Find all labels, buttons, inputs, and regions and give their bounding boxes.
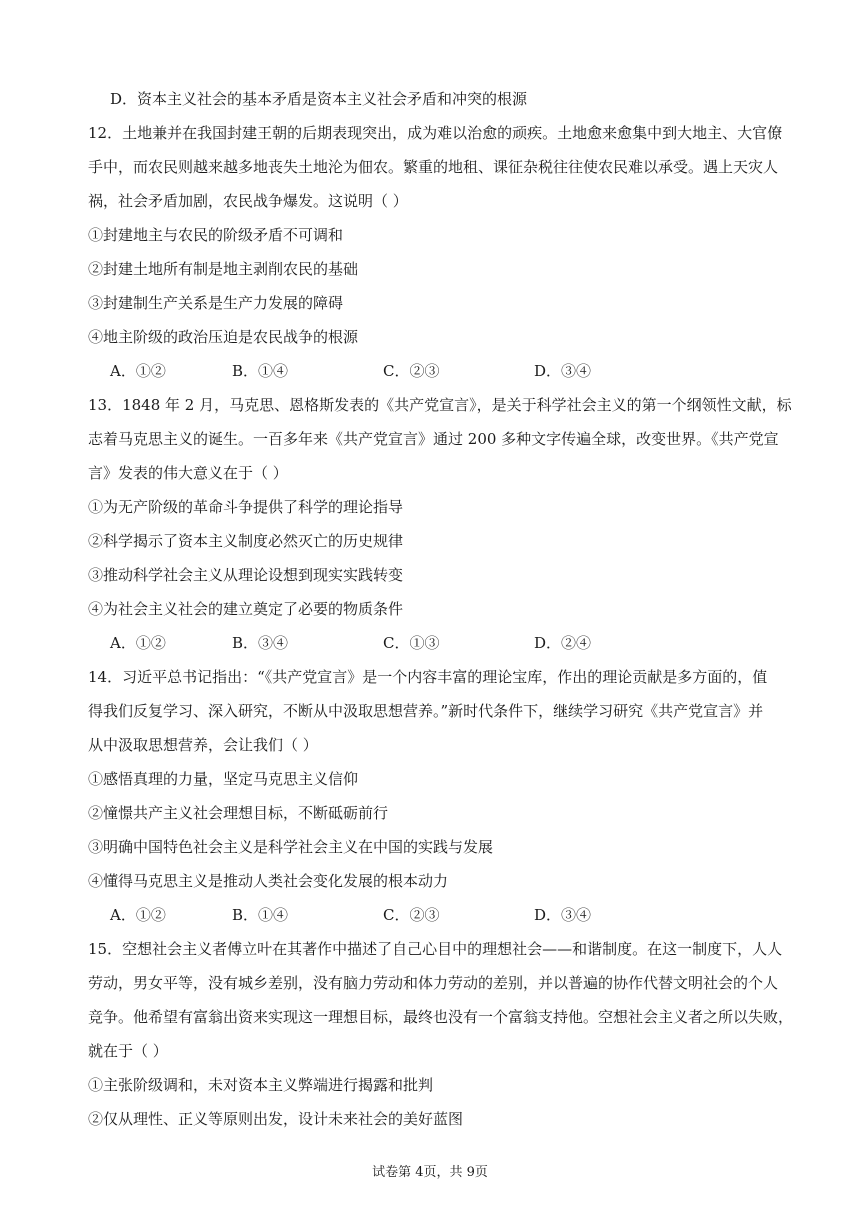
- q14-option-a[interactable]: A．①②: [110, 906, 166, 924]
- q15-statement: ②仅从理性、正义等原则出发，设计未来社会的美好蓝图: [88, 1110, 464, 1128]
- q14-statement: ②憧憬共产主义社会理想目标，不断砥砺前行: [88, 804, 389, 822]
- q14-statement: ④懂得马克思主义是推动人类社会变化发展的根本动力: [88, 872, 449, 890]
- q12-statement: ④地主阶级的政治压迫是农民战争的根源: [88, 328, 359, 346]
- q15-stem-line: 竞争。他希望有富翁出资来实现这一理想目标，最终也没有一个富翁支持他。空想社会主义者之所以失败，: [88, 1008, 794, 1026]
- page-footer: 试卷第 4页，共 9页: [372, 1165, 488, 1180]
- q15-statement: ①主张阶级调和，未对资本主义弊端进行揭露和批判: [88, 1076, 434, 1094]
- q14-statement: ③明确中国特色社会主义是科学社会主义在中国的实践与发展: [88, 838, 494, 856]
- q15-stem-line: 15．空想社会主义者傅立叶在其著作中描述了自己心目中的理想社会——和谐制度。在这一制度下，人人: [88, 940, 783, 958]
- q14-option-c[interactable]: C．②③: [383, 906, 440, 924]
- q12-statement: ③封建制生产关系是生产力发展的障碍: [88, 294, 344, 312]
- q13-stem-line: 13．1848 年 2 月，马克思、恩格斯发表的《共产党宣言》，是关于科学社会主义的第一个纲领性文献，标: [88, 396, 792, 414]
- q13-option-c[interactable]: C．①③: [383, 634, 440, 652]
- q15-stem-line: 就在于（ ）: [88, 1042, 168, 1060]
- q13-options: [110, 633, 750, 653]
- q14-option-d[interactable]: D．③④: [534, 906, 592, 924]
- q12-option-c[interactable]: C．②③: [383, 362, 440, 380]
- q13-statement: ③推动科学社会主义从理论设想到现实实践转变: [88, 566, 404, 584]
- q13-stem-line: 志着马克思主义的诞生。一百多年来《共产党宣言》通过 200 多种文字传遍全球，改变世界。《共产党宣: [88, 430, 779, 448]
- q14-stem-line: 得我们反复学习、深入研究，不断从中汲取思想营养。”新时代条件下，继续学习研究《共产党宣言》并: [88, 702, 764, 720]
- q14-statement: ①感悟真理的力量，坚定马克思主义信仰: [88, 770, 359, 788]
- q12-option-a[interactable]: A．①②: [110, 362, 166, 380]
- q12-stem-line: 手中，而农民则越来越多地丧失土地沦为佃农。繁重的地租、课征杂税往往使农民难以承受。遇上天灾人: [88, 158, 779, 176]
- q13-statement: ②科学揭示了资本主义制度必然灭亡的历史规律: [88, 532, 404, 550]
- q12-options: [110, 361, 750, 381]
- q12-option-b[interactable]: B．①④: [232, 362, 289, 380]
- q13-statement: ④为社会主义社会的建立奠定了必要的物质条件: [88, 600, 404, 618]
- q13-stem-line: 言》发表的伟大意义在于（ ）: [88, 464, 288, 482]
- q12-statement: ②封建土地所有制是地主剥削农民的基础: [88, 260, 359, 278]
- q11-option-d: D．资本主义社会的基本矛盾是资本主义社会矛盾和冲突的根源: [110, 90, 528, 108]
- q12-statement: ①封建地主与农民的阶级矛盾不可调和: [88, 226, 344, 244]
- q13-option-d[interactable]: D．②④: [534, 634, 592, 652]
- q13-option-b[interactable]: B．③④: [232, 634, 289, 652]
- q12-stem-line: 祸，社会矛盾加剧，农民战争爆发。这说明（ ）: [88, 192, 408, 210]
- q14-options: [110, 905, 750, 925]
- q15-stem-line: 劳动，男女平等，没有城乡差别，没有脑力劳动和体力劳动的差别，并以普遍的协作代替文明社会的个人: [88, 974, 779, 992]
- q13-statement: ①为无产阶级的革命斗争提供了科学的理论指导: [88, 498, 404, 516]
- q14-stem-line: 14．习近平总书记指出：“《共产党宣言》是一个内容丰富的理论宝库，作出的理论贡献是多方面的，值: [88, 668, 768, 686]
- q14-option-b[interactable]: B．①④: [232, 906, 289, 924]
- q12-stem-line: 12．土地兼并在我国封建王朝的后期表现突出，成为难以治愈的顽疾。土地愈来愈集中到大地主、大官僚: [88, 124, 783, 142]
- q14-stem-line: 从中汲取思想营养，会让我们（ ）: [88, 736, 318, 754]
- q13-option-a[interactable]: A．①②: [110, 634, 166, 652]
- q12-option-d[interactable]: D．③④: [534, 362, 592, 380]
